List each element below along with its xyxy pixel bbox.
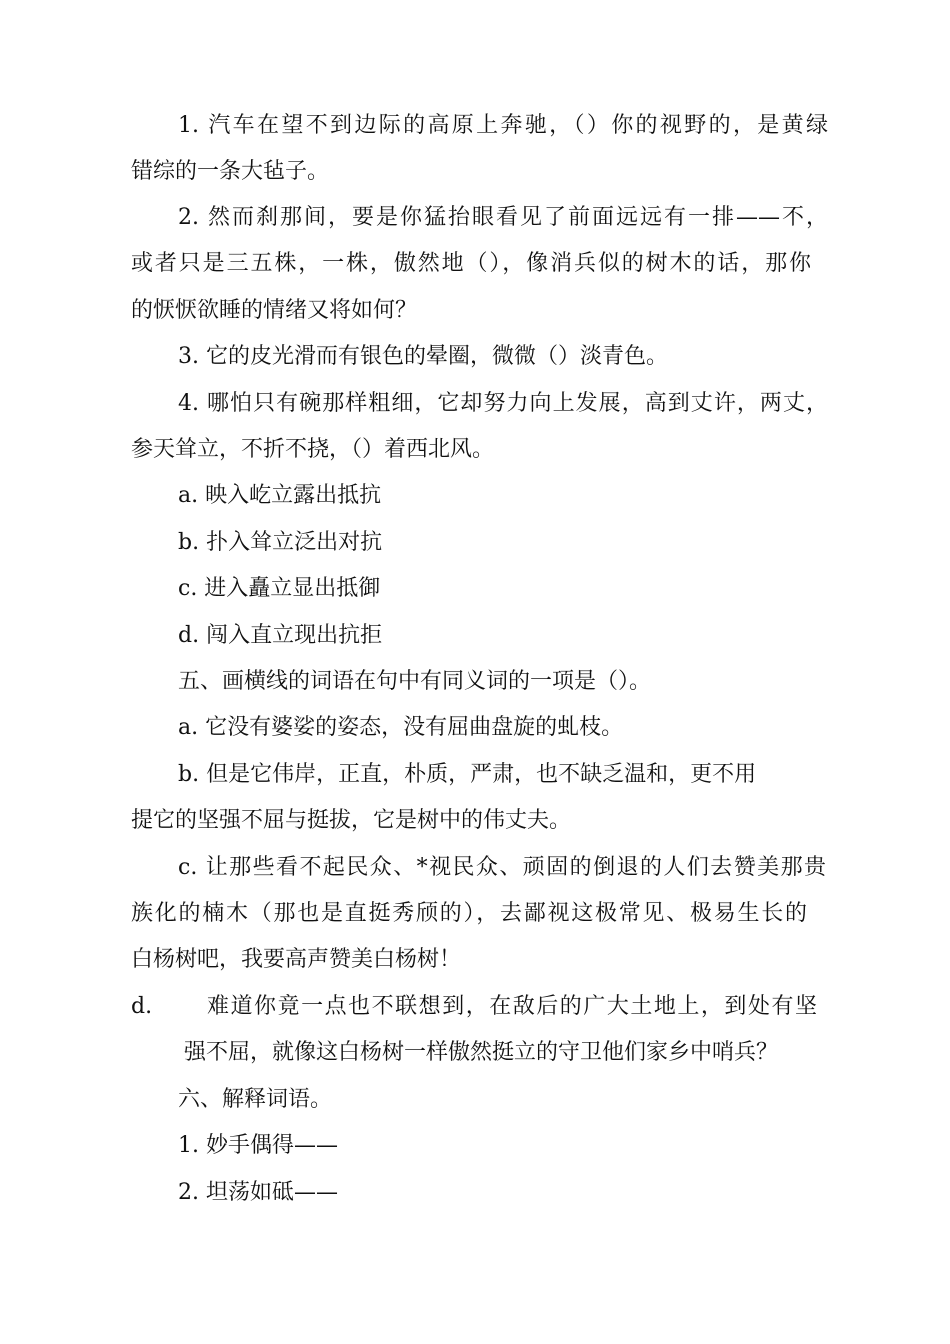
option-d: d. 闯入直立现出抗拒	[178, 623, 383, 648]
question-1-line-2: 错综的一条大毡子。	[131, 159, 330, 184]
section-5-option-c-line-2: 族化的楠木（那也是直挺秀颀的），去鄙视这极常见、极易生长的	[131, 901, 807, 926]
question-2-line-3: 的恹恹欲睡的情绪又将如何？	[131, 298, 418, 323]
option-c: c. 进入矗立显出抵御	[178, 576, 381, 601]
section-5-option-c-line-1: c. 让那些看不起民众、*视民众、顽固的倒退的人们去赞美那贵	[178, 855, 826, 880]
section-5-option-c-line-3: 白杨树吧，我要高声赞美白杨树！	[131, 947, 462, 972]
option-a: a. 映入屹立露出抵抗	[178, 483, 382, 508]
question-4-line-2: 参天耸立，不折不挠，（）着西北风。	[131, 437, 495, 462]
option-b: b. 扑入耸立泛出对抗	[178, 530, 383, 555]
question-4-line-1: 4. 哪怕只有碗那样粗细，它却努力向上发展，高到丈许，两丈，	[178, 391, 828, 416]
section-5-option-b-line-1: b. 但是它伟岸，正直，朴质，严肃，也不缺乏温和，更不用	[178, 762, 757, 787]
section-5-option-d-line-1: 难道你竟一点也不联想到，在敌后的广大土地上，到处有坚	[207, 994, 817, 1019]
section-5-title: 五、画横线的词语在句中有同义词的一项是（）。	[178, 669, 652, 694]
section-6-item-1: 1. 妙手偶得——	[178, 1133, 338, 1158]
question-2-line-1: 2. 然而刹那间，要是你猛抬眼看见了前面远远有一排——不，	[178, 205, 828, 230]
section-5-option-d-line-2: 强不屈，就像这白杨树一样傲然挺立的守卫他们家乡中哨兵？	[184, 1040, 779, 1065]
question-1-line-1: 1. 汽车在望不到边际的高原上奔驰，（）你的视野的，是黄绿	[178, 113, 828, 138]
section-6-title: 六、解释词语。	[178, 1087, 333, 1112]
question-2-line-2: 或者只是三五株，一株，傲然地（），像消兵似的树木的话，那你	[131, 251, 811, 276]
question-3-line-1: 3. 它的皮光滑而有银色的晕圈，微微（）淡青色。	[178, 344, 668, 369]
section-5-option-b-line-2: 提它的坚强不屈与挺拔，它是树中的伟丈夫。	[131, 808, 572, 833]
section-6-item-2: 2. 坦荡如砥——	[178, 1180, 338, 1205]
section-5-option-d-label: d.	[131, 994, 153, 1019]
section-5-option-a: a. 它没有婆娑的姿态，没有屈曲盘旋的虬枝。	[178, 715, 624, 740]
